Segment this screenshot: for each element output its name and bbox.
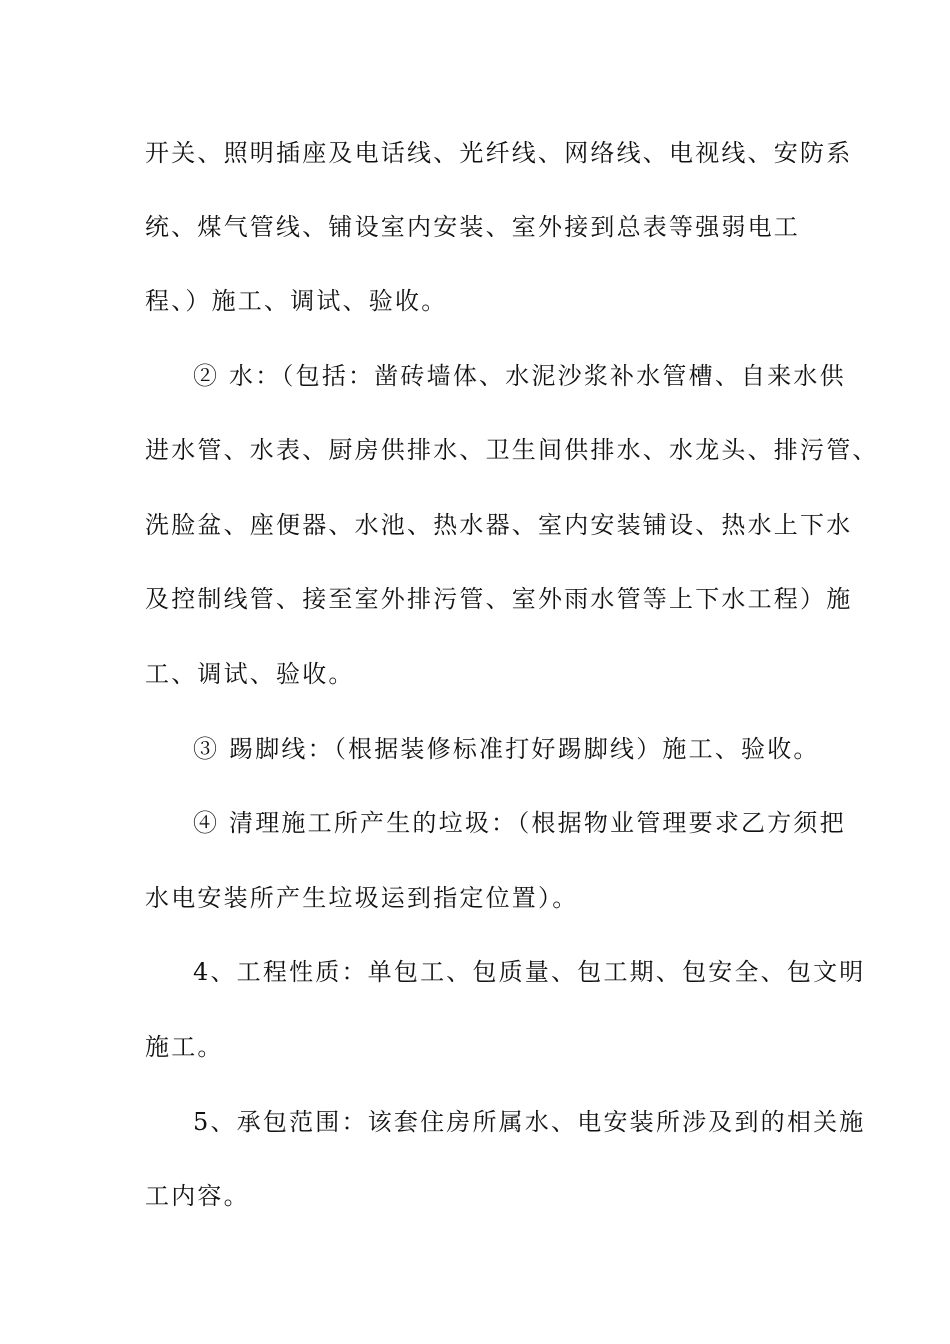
text-line: 洗脸盆、座便器、水池、热水器、室内安装铺设、热水上下水 bbox=[145, 511, 853, 539]
text-line: ② 水：（包括：凿砖墙体、水泥沙浆补水管槽、自来水供 bbox=[193, 362, 846, 390]
text-line: 进水管、水表、厨房供排水、卫生间供排水、水龙头、排污管、 bbox=[145, 436, 879, 464]
text-line: 开关、照明插座及电话线、光纤线、网络线、电视线、安防系 bbox=[145, 139, 853, 167]
text-line: 及控制线管、接至室外排污管、室外雨水管等上下水工程）施 bbox=[145, 585, 853, 613]
text-line: 工内容。 bbox=[145, 1182, 250, 1210]
text-line: ④ 清理施工所产生的垃圾：（根据物业管理要求乙方须把 bbox=[193, 809, 846, 837]
text-line: 程、）施工、调试、验收。 bbox=[145, 287, 448, 315]
text-line: 施工。 bbox=[145, 1033, 224, 1061]
text-line: 水电安装所产生垃圾运到指定位置）。 bbox=[145, 884, 579, 912]
text-line: 工、调试、验收。 bbox=[145, 660, 355, 688]
text-line: 统、煤气管线、铺设室内安装、室外接到总表等强弱电工 bbox=[145, 213, 800, 241]
text-line: 4、工程性质：单包工、包质量、包工期、包安全、包文明 bbox=[193, 958, 866, 986]
text-line: ③ 踢脚线：（根据装修标准打好踢脚线）施工、验收。 bbox=[193, 735, 820, 763]
text-line: 5、承包范围：该套住房所属水、电安装所涉及到的相关施 bbox=[193, 1108, 866, 1136]
